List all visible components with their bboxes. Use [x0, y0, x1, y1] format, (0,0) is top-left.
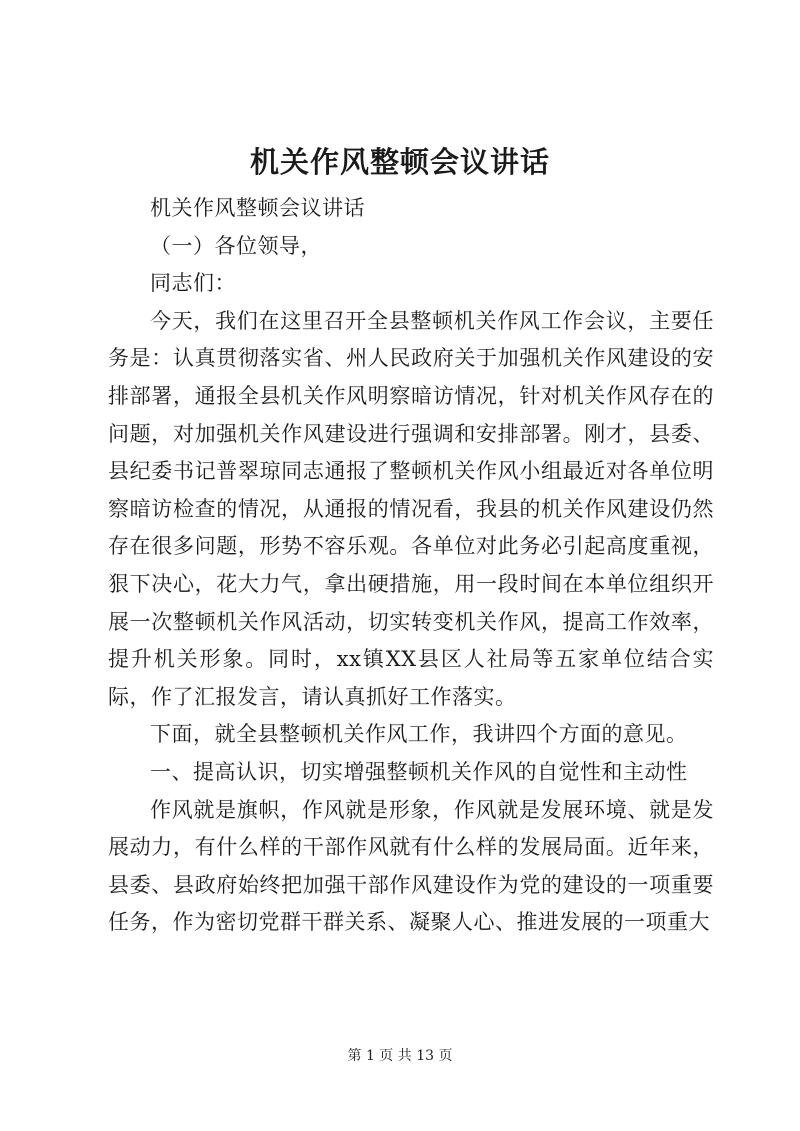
- paragraph-salutation-leaders: （一）各位领导，: [150, 233, 322, 258]
- paragraph-intro-four-points: 下面，就全县整顿机关作风工作，我讲四个方面的意见。: [150, 722, 688, 747]
- paragraph-section-one-body: 作风就是旗帜，作风就是形象，作风就是发展环境、就是发展动力，有什么样的干部作风就有什么样的发展局面。近年来，县委、县政府始终把加强干部作风建设作为党的建设的一项重要任务，作为密切党群干群关系、凝聚人心、推进发展的一项重大: [108, 797, 714, 935]
- document-body: [108, 190, 714, 942]
- document-title: 机关作风整顿会议讲话: [249, 145, 550, 179]
- page-footer: 第 1 页 共 13 页: [347, 1048, 453, 1064]
- paragraph-opening: 今天，我们在这里召开全县整顿机关作风工作会议，主要任务是：认真贯彻落实省、州人民政府关于加强机关作风建设的安排部署，通报全县机关作风明察暗访情况，针对机关作风存在的问题，对加强机关作风建设进行强调和安排部署。刚才，县委、县纪委书记普翠琼同志通报了整顿机关作风小组最近对各单位明察暗访检查的情况，从通报的情况看，我县的机关作风建设仍然存在很多问题，形势不容乐观。各单位对此务必引起高度重视，狠下决心，花大力气，拿出硬措施，用一段时间在本单位组织开展一次整顿机关作风活动，切实转变机关作风，提高工作效率，提升机关形象。同时，xx镇XX县区人社局等五家单位结合实际，作了汇报发言，请认真抓好工作落实。: [108, 308, 714, 709]
- paragraph-salutation-comrades: 同志们：: [150, 271, 236, 296]
- section-heading-one: 一、提高认识，切实增强整顿机关作风的自觉性和主动性: [150, 759, 688, 784]
- paragraph-subtitle: 机关作风整顿会议讲话: [150, 196, 365, 220]
